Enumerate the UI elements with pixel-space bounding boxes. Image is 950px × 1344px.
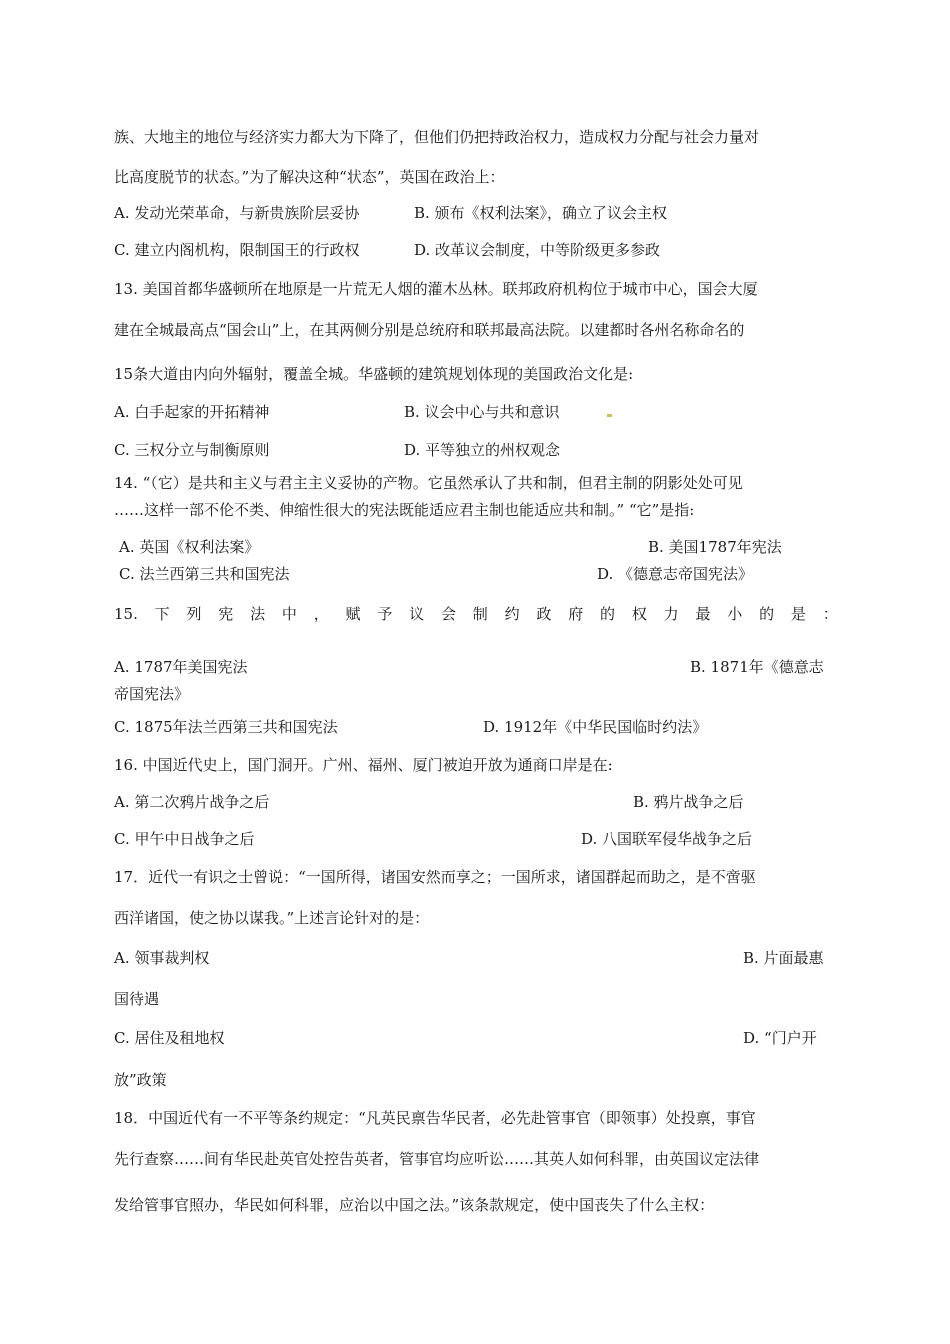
option-c: C. 法兰西第三共和国宪法 [119,565,290,583]
option-b: B. 1871年《德意志 [690,658,824,676]
option-b-continued: 帝国宪法》 [114,685,190,703]
option-a: A. 白手起家的开拓精神 [114,403,270,421]
question-13-line: 15条大道由内向外辐射，覆盖全城。华盛顿的建筑规划体现的美国政治文化是: [114,365,634,383]
option-d: D. 改革议会制度，中等阶级更多参政 [414,241,661,259]
question-13-line: 13. 美国首都华盛顿所在地原是一片荒无人烟的灌木丛林。联邦政府机构位于城市中心，国会大厦 [114,280,758,298]
question-18-line: 发给管事官照办，华民如何科罪，应治以中国之法。”该条款规定，使中国丧失了什么主权： [114,1196,715,1214]
option-a: A. 第二次鸦片战争之后 [114,793,270,811]
passage-line: 比高度脱节的状态。”为了解决这种“状态”，英国在政治上： [114,168,505,186]
option-d: D. 八国联军侵华战争之后 [581,830,753,848]
option-c: C. 1875年法兰西第三共和国宪法 [114,718,338,736]
passage-line: 族、大地主的地位与经济实力都大为下降了，但他们仍把持政治权力，造成权力分配与社会力量对 [114,128,760,146]
option-c: C. 甲午中日战争之后 [114,830,255,848]
question-17-line: 17．近代一有识之士曾说：“一国所得，诸国安然而享之；一国所求，诸国群起而助之，是不啻驱 [114,868,756,886]
option-b: B. 议会中心与共和意识 [404,403,560,421]
question-15-line: 15. 下 列 宪 法 中 ， 赋 予 议 会 制 约 政 府 的 权 力 最 小 的 是 ： [114,605,838,623]
question-18-line: 先行查察……间有华民赴英官处控告英者，管事官均应听讼……其英人如何科罪，由英国议定法律 [114,1150,760,1168]
option-c: C. 建立内阁机构，限制国王的行政权 [114,241,360,259]
option-a: A. 领事裁判权 [114,949,210,967]
option-a: A. 英国《权利法案》 [119,538,260,556]
option-d-continued: 放”政策 [114,1071,167,1089]
question-14-line: ……这样一部不伦不类、伸缩性很大的宪法既能适应君主制也能适应共和制。” “它”是指: [114,501,695,519]
option-d: D. “门户开 [743,1029,817,1047]
question-13-line: 建在全城最高点“国会山”上，在其两侧分别是总统府和联邦最高法院。以建都时各州名称命名的 [114,321,745,339]
option-c: C. 三权分立与制衡原则 [114,441,270,459]
question-18-line: 18．中国近代有一不平等条约规定：“凡英民禀告华民者，必先赴管事官（即领事）处投禀，事官 [114,1109,756,1127]
option-b: B. 片面最惠 [743,949,824,967]
option-a: A. 发动光荣革命，与新贵族阶层妥协 [114,204,360,222]
question-16-line: 16. 中国近代史上，国门洞开。广州、福州、厦门被迫开放为通商口岸是在: [114,756,613,774]
option-b-continued: 国待遇 [114,990,160,1008]
option-d: D. 1912年《中华民国临时约法》 [483,718,708,736]
stray-mark [607,414,612,417]
option-b: B. 美国1787年宪法 [648,538,782,556]
option-b: B. 颁布《权利法案》，确立了议会主权 [414,204,668,222]
option-a: A. 1787年美国宪法 [114,658,248,676]
option-c: C. 居住及租地权 [114,1029,225,1047]
option-d: D. 《德意志帝国宪法》 [597,565,754,583]
question-17-line: 西洋诸国，使之协以谋我。”上述言论针对的是： [114,909,430,927]
question-14-line: 14. “（它）是共和主义与君主主义妥协的产物。它虽然承认了共和制，但君主制的阴影处处可见 [114,474,743,492]
option-d: D. 平等独立的州权观念 [404,441,561,459]
option-b: B. 鸦片战争之后 [633,793,744,811]
